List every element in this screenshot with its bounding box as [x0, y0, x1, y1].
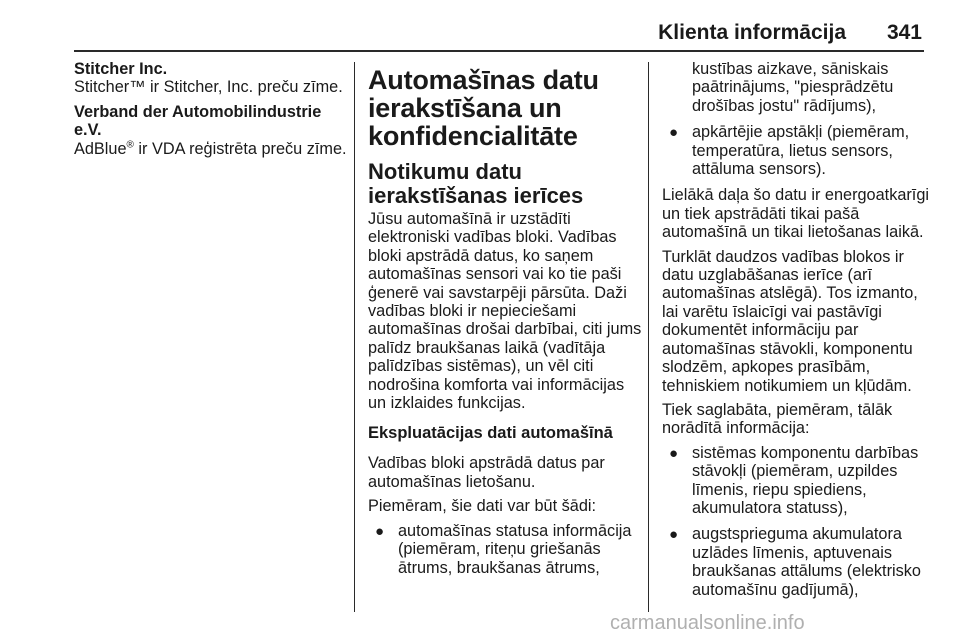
intro-paragraph: Jūsu automašīnā ir uzstādīti elektroniski vadības bloki. Vadības bloki apstrādā datus, ko saņem automašīnas sensori vai ko tie paši ģenerē vai savstarpēji pārsūta. Daži vadības bloki ir nepieciešami automašīnas drošai darbībai, citi jums palīdz braukšanas laikā (vadītāja palīdzības sistēmas), un vēl citi nodrošina komforta vai informācijas un izklaides funkcijas.	[368, 210, 642, 413]
bullet-dot: ●	[375, 522, 385, 540]
list-item: ● automašīnas statusa informācija (piemēram, riteņu griešanās ātrums, braukšanas ātrums,	[375, 521, 632, 577]
stored-info-intro: Tiek saglabāta, piemēram, tālāk norādītā informācija:	[662, 400, 893, 438]
bullet-dot: ●	[669, 526, 679, 544]
operating-data-heading: Ekspluatācijas dati automašīnā	[368, 424, 613, 443]
list-item: ● augstsprieguma akumulatora uzlādes līmenis, aptuvenais braukšanas attālums (elektrisko automašīnu gadījumā),	[669, 525, 921, 599]
column-left	[74, 60, 350, 164]
vda-heading: Verband der Automobilindustrie e.V.	[74, 102, 322, 140]
running-title: Klienta informācija	[658, 21, 846, 44]
volatile-data-paragraph: Lielākā daļa šo datu ir energoatkarīgi un tiek apstrādāti tikai pašā automašīnā un tikai lietošanas laikā.	[662, 186, 930, 242]
list-item: ● apkārtējie apstākļi (piemēram, temperatūra, lietus sensors, attāluma sensors).	[669, 123, 910, 179]
watermark: carmanualsonline.info	[610, 612, 805, 634]
stitcher-heading: Stitcher Inc.	[74, 60, 168, 78]
column-divider-right	[648, 62, 649, 612]
data-example-list-continued	[662, 60, 934, 178]
list-item: ● sistēmas komponentu darbības stāvokļi (piemēram, uzpildes līmenis, riepu spiediens, akumulatora statuss),	[669, 443, 919, 517]
column-divider-left	[354, 62, 355, 612]
adblue-name: AdBlue	[74, 139, 127, 158]
adblue-text: ir VDA reģistrēta preču zīme.	[133, 139, 347, 158]
subsection-title: Notikumu datu ierakstīšanas ierīces	[368, 159, 584, 208]
trademark-adblue	[74, 103, 350, 158]
page-number: 341	[886, 21, 922, 44]
column-middle	[368, 60, 642, 583]
operating-data-text: Vadības bloki apstrādā datus par automašīnas lietošanu.	[368, 454, 605, 491]
page-header	[74, 20, 924, 52]
data-example-list	[368, 522, 636, 577]
bullet-dot: ●	[669, 124, 679, 142]
trademark-stitcher	[74, 60, 350, 97]
section-title: Automašīnas datu ierakstīšana un konfidencialitāte	[368, 65, 599, 151]
column-right	[662, 60, 934, 605]
list-item-continuation: kustības aizkave, sāniskais paātrinājums, "piesprādzētu drošības jostu" rādījums),	[692, 60, 894, 115]
bullet-dot: ●	[669, 444, 679, 462]
registered-mark: ®	[126, 139, 134, 151]
stored-info-list	[662, 444, 934, 599]
example-intro: Piemēram, šie dati var būt šādi:	[368, 497, 597, 516]
storage-paragraph: Turklāt daudzos vadības blokos ir datu uzglabāšanas ierīce (arī automašīnas atslēgā). Tos izmanto, lai varētu īslaicīgi vai pastāvīgi dokumentēt informāciju par automašīnas stāvokli, komponentu slodzēm, apkopes prasībām, tehniskiem notikumiem un kļūdām.	[662, 247, 918, 395]
stitcher-text: Stitcher™ ir Stitcher, Inc. preču zīme.	[74, 78, 343, 97]
